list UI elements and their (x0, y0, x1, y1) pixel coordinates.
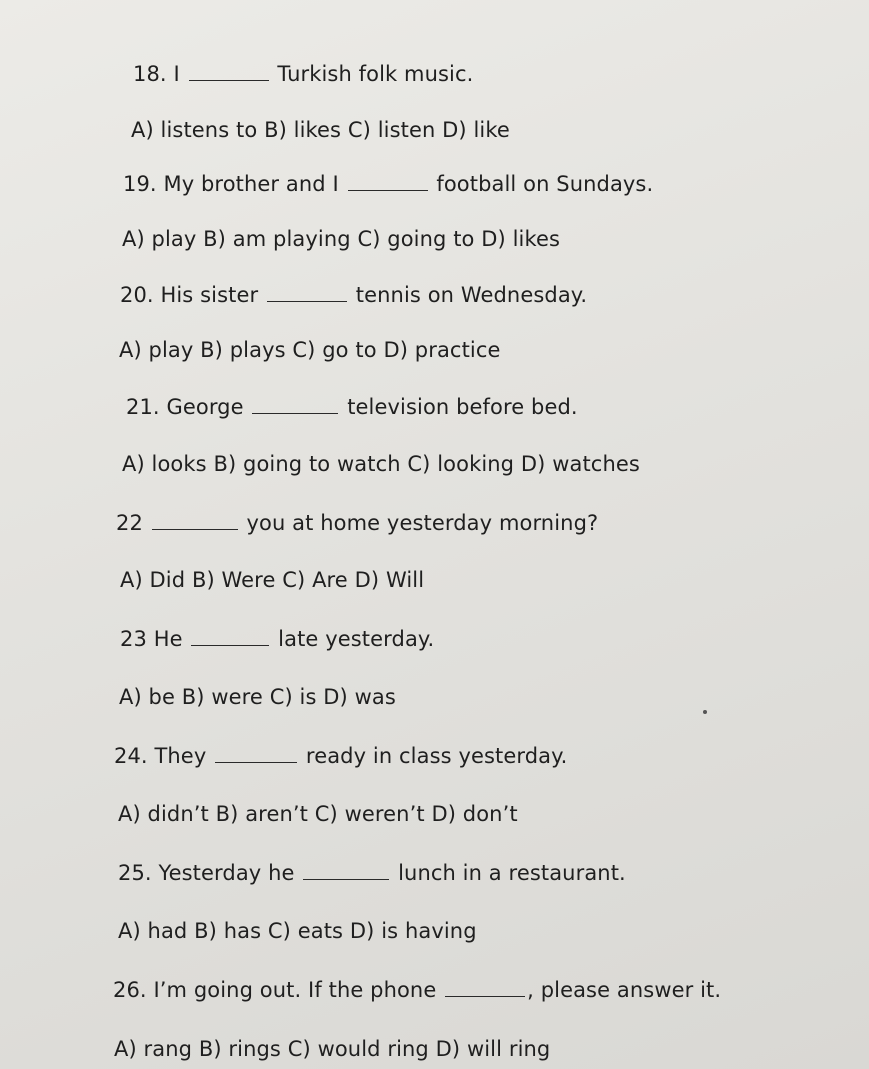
options-18: A) listens to B) likes C) listen D) like (131, 118, 510, 142)
question-21-start: 21. George (126, 395, 244, 419)
question-19-end: football on Sundays. (436, 172, 654, 196)
question-25-start: 25. Yesterday he (118, 861, 295, 885)
question-19 (123, 171, 653, 197)
question-26-end: , please answer it. (527, 978, 722, 1002)
question-24 (114, 743, 567, 769)
question-23-start: 23 He (120, 627, 183, 651)
answer-blank (152, 511, 238, 530)
question-20-end: tennis on Wednesday. (355, 283, 588, 307)
question-24-end: ready in class yesterday. (305, 744, 568, 768)
question-22-start: 22 (116, 511, 143, 535)
question-26 (113, 977, 721, 1003)
question-22 (116, 510, 598, 536)
options-23: A) be B) were C) is D) was (119, 685, 396, 709)
question-20 (120, 282, 587, 308)
answer-blank (191, 627, 269, 646)
question-26-start: 26. I’m going out. If the phone (113, 978, 437, 1002)
answer-blank (189, 62, 269, 81)
question-18-end: Turkish folk music. (277, 62, 474, 86)
options-25: A) had B) has C) eats D) is having (118, 919, 477, 943)
options-19: A) play B) am playing C) going to D) likes (122, 227, 561, 251)
question-22-end: you at home yesterday morning? (246, 511, 599, 535)
options-24: A) didn’t B) aren’t C) weren’t D) don’t (118, 802, 518, 826)
question-25 (118, 860, 626, 886)
options-20: A) play B) plays C) go to D) practice (119, 338, 501, 362)
answer-blank (215, 744, 297, 763)
question-25-end: lunch in a restaurant. (398, 861, 626, 885)
answer-blank (267, 283, 347, 302)
answer-blank (303, 861, 389, 880)
question-24-start: 24. They (114, 744, 207, 768)
options-22: A) Did B) Were C) Are D) Will (120, 568, 425, 592)
question-19-start: 19. My brother and I (123, 172, 339, 196)
question-21-end: television before bed. (347, 395, 578, 419)
question-23 (120, 626, 434, 652)
question-21 (126, 394, 578, 420)
answer-blank (445, 978, 525, 997)
answer-blank (348, 172, 428, 191)
paper-speck (703, 710, 707, 714)
answer-blank (252, 395, 338, 414)
question-20-start: 20. His sister (120, 283, 259, 307)
options-26: A) rang B) rings C) would ring D) will ring (114, 1037, 551, 1061)
question-18-start: 18. I (133, 62, 180, 86)
question-18 (133, 61, 473, 87)
options-21: A) looks B) going to watch C) looking D) watches (122, 452, 640, 476)
question-23-end: late yesterday. (278, 627, 435, 651)
